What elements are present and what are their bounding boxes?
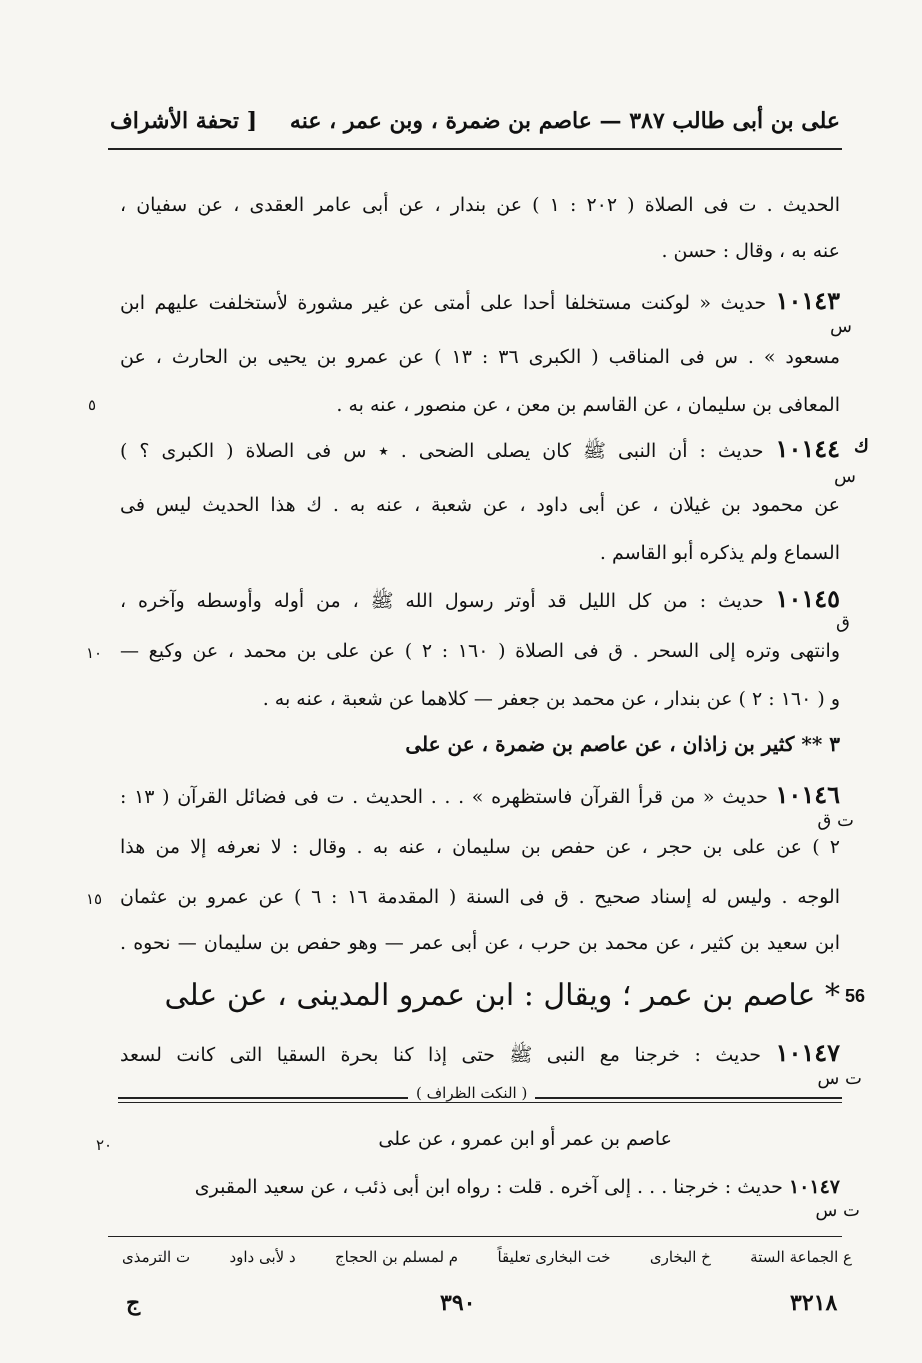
section-heading: * عاصم بن عمر ؛ ويقال : ابن عمرو المدينى ، عن على — [164, 978, 840, 1013]
abbreviation-item: خت البخارى تعليقاً — [497, 1248, 611, 1266]
text-line: وانتهى وتره إلى السحر . ق فى الصلاة ( ١٦٠ : ٢ ) عن على بن محمد ، عن وكيع — — [120, 640, 840, 662]
abbreviation-item: ت الترمذى — [122, 1248, 191, 1266]
margin-siglum: س — [830, 316, 852, 337]
entry-number: ١٠١٤٥ — [775, 586, 840, 613]
margin-siglum: ت س — [817, 1068, 862, 1089]
entry-10143 — [120, 288, 840, 316]
entry-text: حديث « لوكنت مستخلفا أحدا على أمتى عن غير مشورة لأستخلفت عليهم ابن — [120, 292, 767, 314]
text-line: ٢ ) عن على بن حجر ، عن حفص بن سليمان ، عنه به . وقال : لا نعرفه إلا من هذا — [120, 836, 840, 858]
entry-text: حديث : أن النبى ﷺ كان يصلى الضحى . ٭ س فى الصلاة ( الكبرى ؟ ) — [120, 440, 764, 462]
entry-number: ١٠١٤٤ — [775, 436, 840, 463]
entry-number: ١٠١٤٧ — [775, 1040, 840, 1067]
text-line: السماع ولم يذكره أبو القاسم . — [599, 542, 840, 564]
page-number: ٣٩٠ — [440, 1290, 476, 1316]
text-line: الحديث . ت فى الصلاة ( ٢٠٢ : ١ ) عن بندار ، عن أبى عامر العقدى ، عن سفيان ، — [120, 194, 840, 216]
entry-10145 — [120, 586, 840, 614]
footer-running-number: ٣٢١٨ — [790, 1290, 838, 1316]
section-heading: ٣ ** كثير بن زاذان ، عن عاصم بن ضمرة ، عن على — [405, 732, 840, 756]
abbreviation-item: خ البخارى — [649, 1248, 711, 1266]
line-number: ٢٠ — [96, 1136, 113, 1154]
line-number: ١٠ — [86, 644, 103, 662]
text-line: الوجه . وليس له إسناد صحيح . ق فى السنة ( المقدمة ١٦ : ٦ ) عن عمرو بن عثمان — [120, 886, 840, 908]
line-number: ٥ — [88, 396, 97, 414]
entry-10144 — [120, 436, 840, 464]
text-line: عنه به ، وقال : حسن . — [661, 240, 840, 262]
text-line: المعافى بن سليمان ، عن القاسم بن معن ، عن منصور ، عنه به . — [336, 394, 840, 416]
text-line: ابن سعيد بن كثير ، عن محمد بن حرب ، عن أبى عمر — وهو حفص بن سليمان — نحوه . — [120, 932, 840, 954]
footnote-entry — [120, 1174, 840, 1200]
footnote-label: ( النكت الظراف ) — [408, 1084, 535, 1102]
entry-10147 — [120, 1040, 840, 1068]
line-number: ١٥ — [86, 890, 103, 908]
entry-text: حديث « من قرأ القرآن فاستظهره » . . . الحديث . ت فى فضائل القرآن ( ١٣ : — [120, 786, 768, 808]
entry-number: ١٠١٤٧ — [788, 1176, 840, 1198]
footnote-text: حديث : خرجنا . . . إلى آخره . قلت : رواه ابن أبى ذئب ، عن سعيد المقبرى — [194, 1176, 783, 1198]
margin-siglum: ق — [836, 612, 850, 633]
footnote-heading: عاصم بن عمر أو ابن عمرو ، عن على — [378, 1128, 672, 1150]
footer-volume: ج — [126, 1290, 141, 1316]
margin-siglum: ك — [854, 436, 869, 457]
text-line: عن محمود بن غيلان ، عن أبى داود ، عن شعبة ، عنه به . ك هذا الحديث ليس فى — [120, 494, 840, 516]
entry-number: ١٠١٤٦ — [775, 782, 840, 809]
entry-text: حديث : من كل الليل قد أوتر رسول الله ﷺ ، من أوله وأوسطه وآخره ، — [120, 590, 764, 612]
footnote-divider — [118, 1084, 842, 1108]
abbreviation-item: ع الجماعة الستة — [750, 1248, 852, 1266]
entry-number: ١٠١٤٣ — [775, 288, 840, 315]
margin-siglum: ت ق — [817, 810, 854, 831]
margin-siglum: س — [834, 466, 856, 487]
header-rule — [108, 148, 842, 150]
entry-text: حديث : خرجنا مع النبى ﷺ حتى إذا كنا بحرة السقيا التى كانت لسعد — [120, 1044, 762, 1066]
entry-10146 — [120, 782, 840, 810]
abbreviation-item: د لأبى داود — [229, 1248, 296, 1266]
header-reference: [ تحفة الأشراف — [110, 108, 258, 134]
header-title: على بن أبى طالب ٣٨٧ — عاصم بن ضمرة ، وبن عمر ، عنه — [289, 108, 840, 134]
abbreviation-item: م لمسلم بن الحجاج — [334, 1248, 459, 1266]
text-line: مسعود » . س فى المناقب ( الكبرى ٣٦ : ١٣ ) عن عمرو بن يحيى بن الحارث ، عن — [120, 346, 840, 368]
abbreviation-rule — [108, 1236, 842, 1237]
margin-siglum: ت س — [815, 1200, 860, 1221]
text-line: و ( ١٦٠ : ٢ ) عن بندار ، عن محمد بن جعفر — كلاهما عن شعبة ، عنه به . — [262, 688, 840, 710]
section-number: 56 — [845, 986, 866, 1006]
abbreviation-key — [122, 1248, 852, 1266]
